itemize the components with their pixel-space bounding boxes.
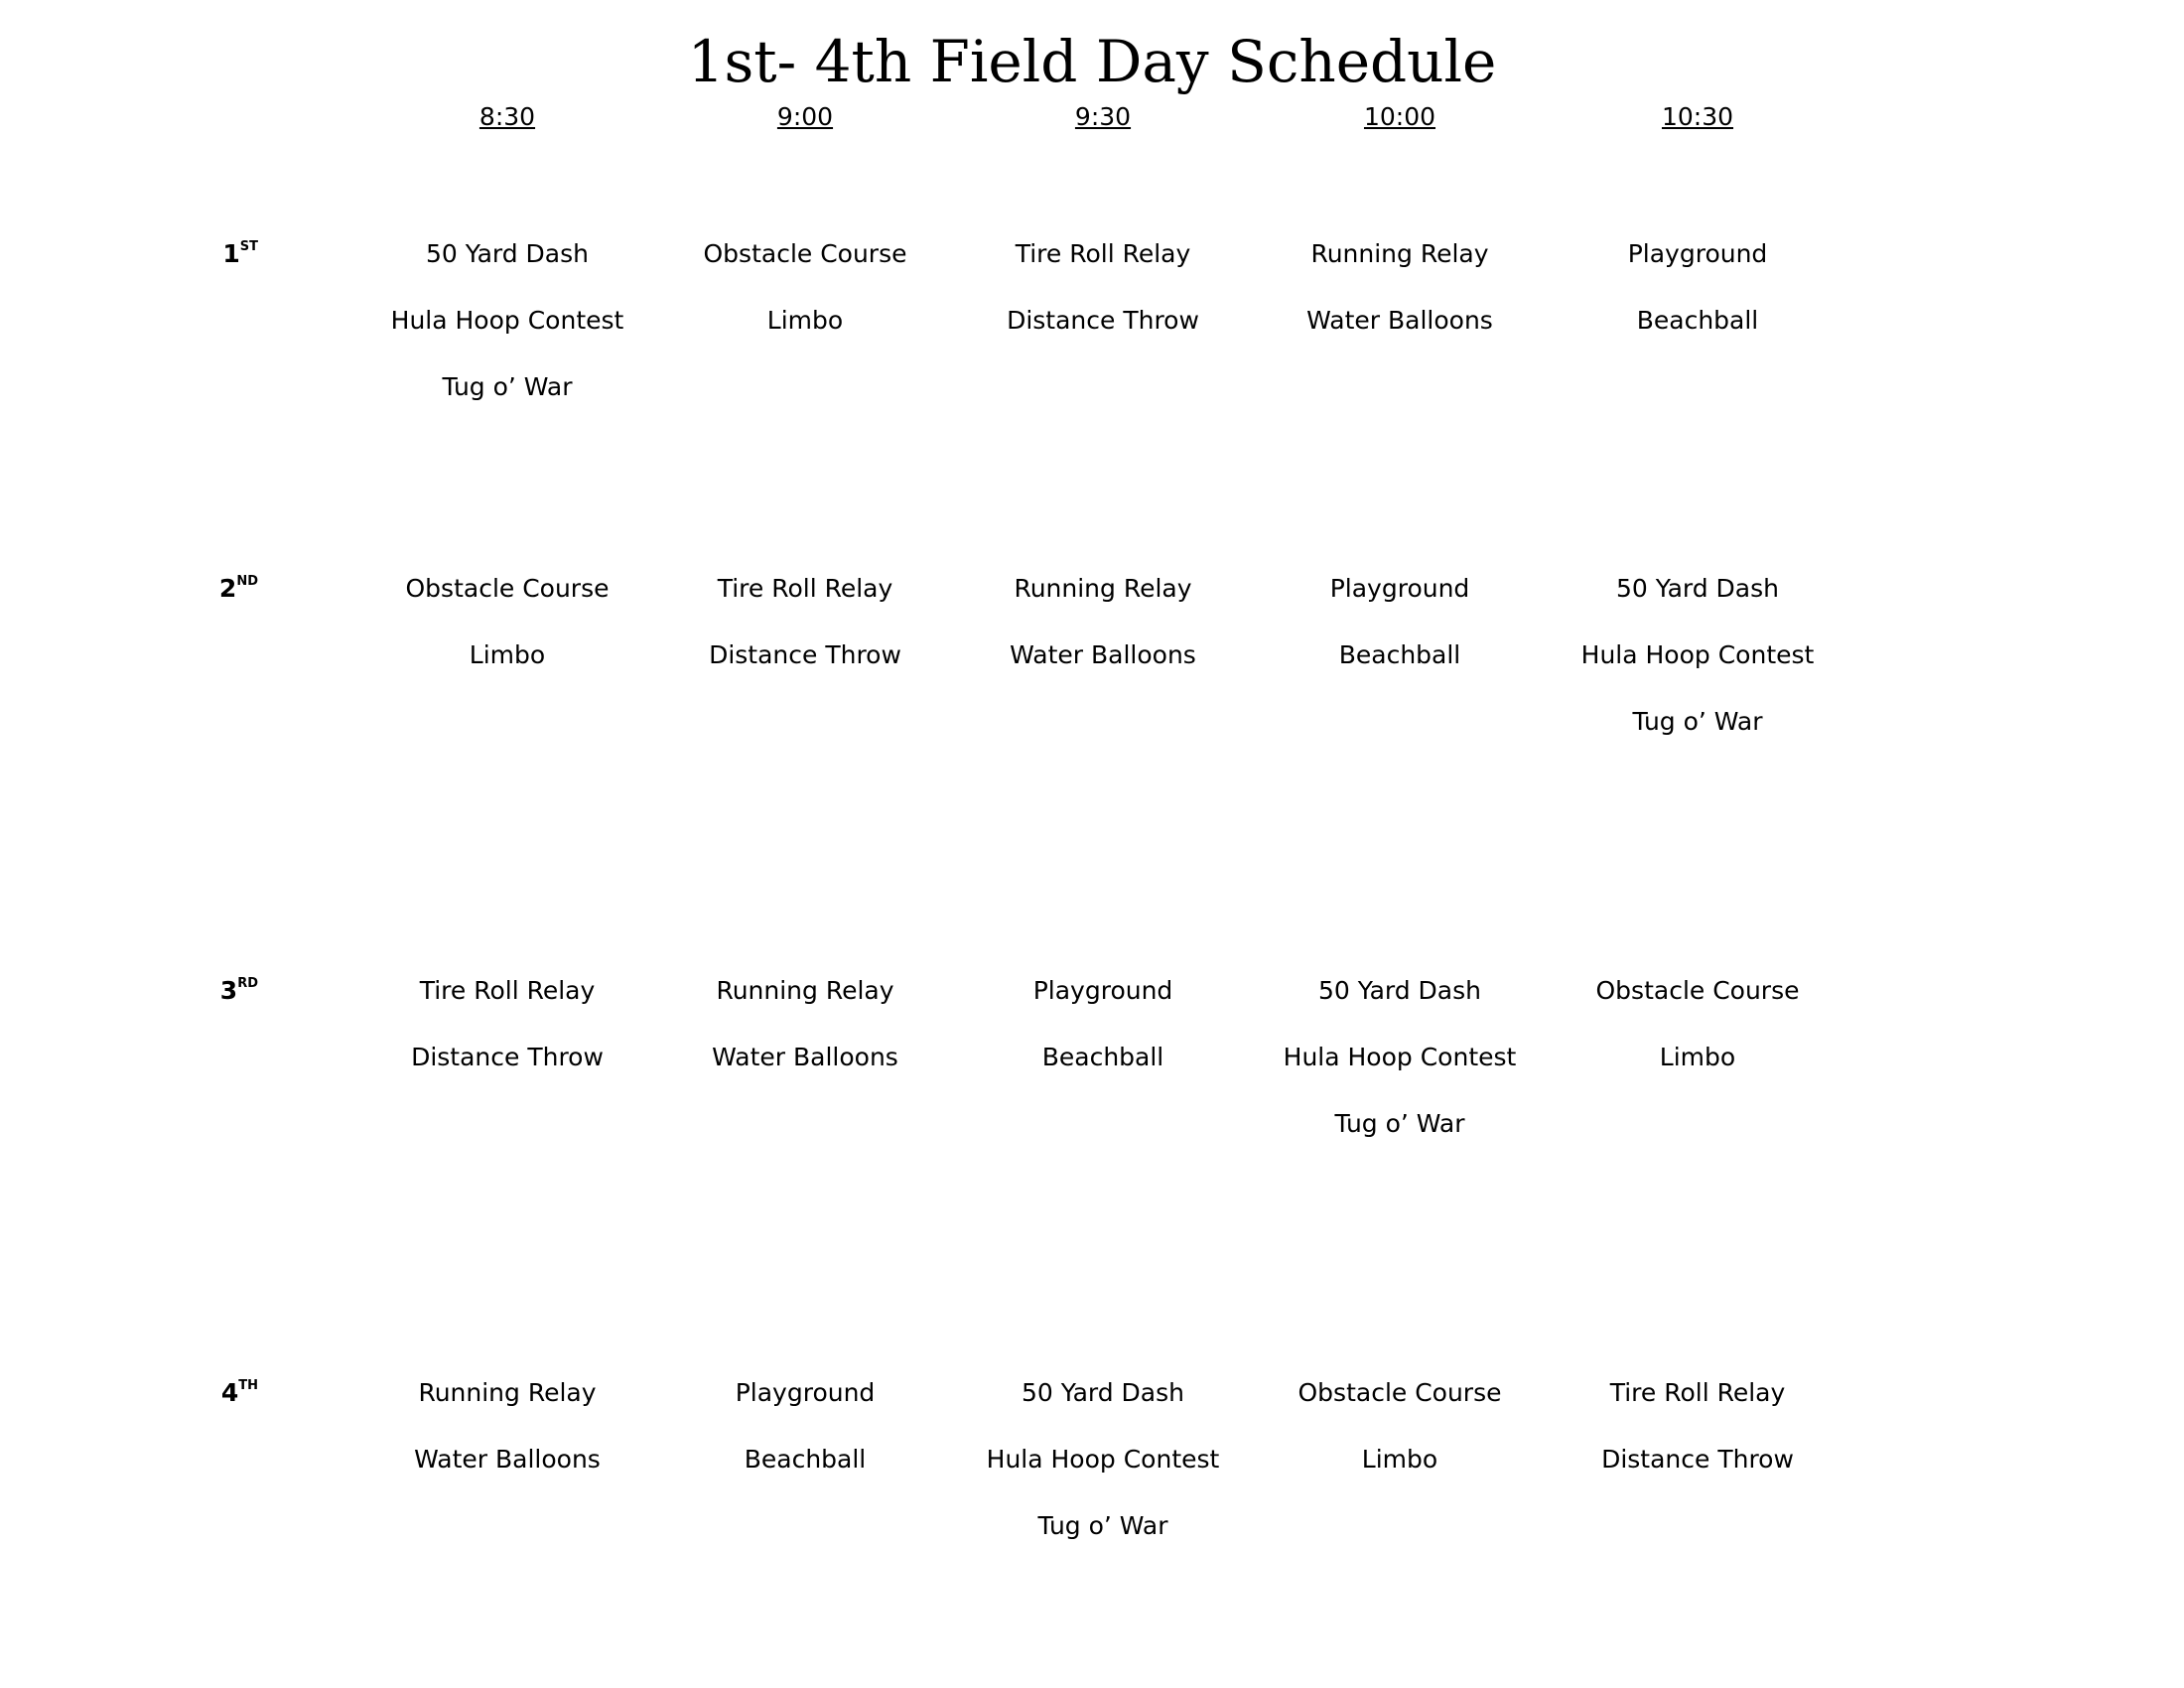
activity-item: Water Balloons [712,1043,898,1071]
activity-item: Limbo [469,640,546,669]
schedule-cell [1549,973,1846,1106]
time-header: 9:00 [776,102,834,131]
schedule-cell [358,571,656,704]
activity-item: Tug o’ War [1334,1109,1465,1138]
activity-item: Water Balloons [414,1445,601,1474]
activity-item: Hula Hoop Contest [390,306,624,335]
activity-item: Obstacle Course [405,574,610,603]
schedule-cell [954,973,1252,1106]
schedule-cell [1251,236,1549,369]
schedule-cell [1251,571,1549,704]
schedule-cell [1251,973,1549,1173]
grade-number: 2 [218,574,237,603]
activity-item: Hula Hoop Contest [986,1445,1220,1474]
activity-item: Tire Roll Relay [1609,1378,1786,1407]
schedule-cell [358,236,656,436]
activity-item: Playground [1329,574,1470,603]
activity-item: Running Relay [1310,239,1489,268]
activity-item: Limbo [1659,1043,1736,1071]
activity-item: Tug o’ War [442,372,573,401]
activity-item: Beachball [744,1445,867,1474]
activity-item: Running Relay [418,1378,597,1407]
activity-item: Water Balloons [1306,306,1493,335]
grade-suffix: ND [236,573,258,589]
grade-label [199,571,258,607]
schedule-cell [1549,1375,1846,1508]
activity-item: Beachball [1636,306,1759,335]
schedule-cell [358,1375,656,1508]
activity-item: Obstacle Course [1595,976,1800,1005]
activity-item: Playground [1627,239,1768,268]
activity-item: Limbo [1361,1445,1438,1474]
schedule-cell [656,1375,954,1508]
time-header: 9:30 [1074,102,1132,131]
schedule-cell [656,973,954,1106]
activity-item: 50 Yard Dash [1021,1378,1184,1407]
grade-suffix: TH [238,1377,258,1393]
activity-item: Water Balloons [1010,640,1196,669]
activity-item: Tire Roll Relay [1015,239,1191,268]
schedule-cell [954,1375,1252,1575]
activity-item: Distance Throw [1601,1445,1794,1474]
activity-item: Hula Hoop Contest [1283,1043,1517,1071]
schedule-cell [954,236,1252,369]
grade-label [199,236,258,272]
schedule-cell [1549,236,1846,369]
activity-item: Distance Throw [411,1043,604,1071]
activity-item: Beachball [1041,1043,1164,1071]
activity-item: Distance Throw [1007,306,1199,335]
grade-number: 4 [220,1378,239,1407]
grade-suffix: ST [239,238,258,254]
schedule-cell [656,236,954,369]
activity-item: Tire Roll Relay [717,574,893,603]
schedule-cell [954,571,1252,704]
page-title: 1st- 4th Field Day Schedule [687,28,1497,95]
activity-item: 50 Yard Dash [1317,976,1481,1005]
activity-item: Distance Throw [709,640,901,669]
grade-label [199,1375,258,1411]
time-header: 10:00 [1363,102,1436,131]
activity-item: Playground [1032,976,1173,1005]
activity-item: Playground [735,1378,876,1407]
activity-item: 50 Yard Dash [1615,574,1779,603]
activity-item: Tire Roll Relay [419,976,596,1005]
schedule-cell [656,571,954,704]
activity-item: Limbo [766,306,844,335]
grade-number: 1 [222,239,240,268]
activity-item: Beachball [1338,640,1461,669]
activity-item: Tug o’ War [1632,707,1763,736]
activity-item: Running Relay [716,976,894,1005]
schedule-cell [1549,571,1846,771]
activity-item: Running Relay [1014,574,1192,603]
activity-item: Hula Hoop Contest [1580,640,1815,669]
time-header: 10:30 [1661,102,1734,131]
time-header: 8:30 [478,102,536,131]
activity-item: Obstacle Course [703,239,907,268]
grade-number: 3 [219,976,238,1005]
activity-item: Tug o’ War [1037,1511,1168,1540]
activity-item: Obstacle Course [1297,1378,1502,1407]
schedule-cell [1251,1375,1549,1508]
activity-item: 50 Yard Dash [425,239,589,268]
grade-label [199,973,258,1009]
schedule-cell [358,973,656,1106]
grade-suffix: RD [237,975,258,991]
